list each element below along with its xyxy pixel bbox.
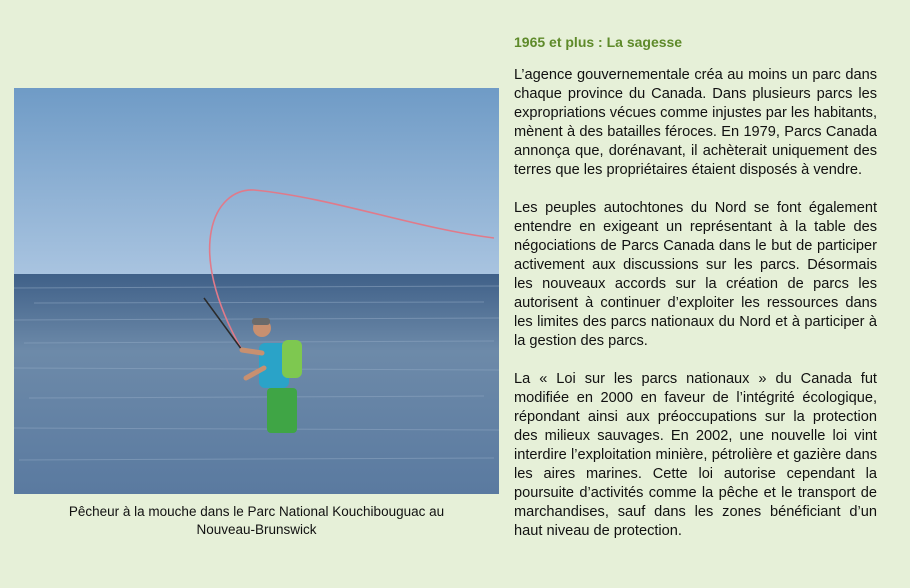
paragraph-2: Les peuples autochtones du Nord se font également entendre en exigeant un représentant à la table des négociations de Parcs Canada dans le but de participer activement aux discussions sur les parcs. Désormais les nouveaux accords sur la création de parcs les autorisent à continuer d’exploiter les ressources dans les limites des parcs nationaux du Nord et à participer à la gestion des parcs. <box>514 200 877 349</box>
paragraph-1: L’agence gouvernementale créa au moins un parc dans chaque province du Canada. Dans plusieurs parcs les expropriations vécues comme injustes par les habitants, mènent à des batailles féroces. En 1979, Parcs Canada annonça que, dorénavant, il achèterait uniquement des terres que les propriétaires étaient disposés à vendre. <box>514 67 877 178</box>
photo-caption <box>14 503 499 539</box>
sky <box>14 88 499 276</box>
section-title: 1965 et plus : La sagesse <box>514 34 683 50</box>
paragraph-3: La « Loi sur les parcs nationaux » du Canada fut modifiée en 2000 en faveur de l’intégrité écologique, répondant ainsi aux préoccupations sur la protection des milieux sauvages. En 2002, une nouvelle loi vint interdire l’exploitation minière, pétrolière et gazière dans les aires marines. Cette loi autorise cependant la poursuite d’activités comme la pêche et le transport de marchandises, sauf dans les zones bénéficiant d’un haut niveau de protection. <box>514 371 877 539</box>
fly-fisherman-photo <box>14 88 499 494</box>
caption-line-1: Pêcheur à la mouche dans le Parc National Kouchibouguac au <box>68 504 445 519</box>
photo-illustration <box>14 88 499 494</box>
caption-line-2: Nouveau-Brunswick <box>196 522 317 537</box>
sea <box>14 274 499 494</box>
section-body <box>514 66 877 560</box>
